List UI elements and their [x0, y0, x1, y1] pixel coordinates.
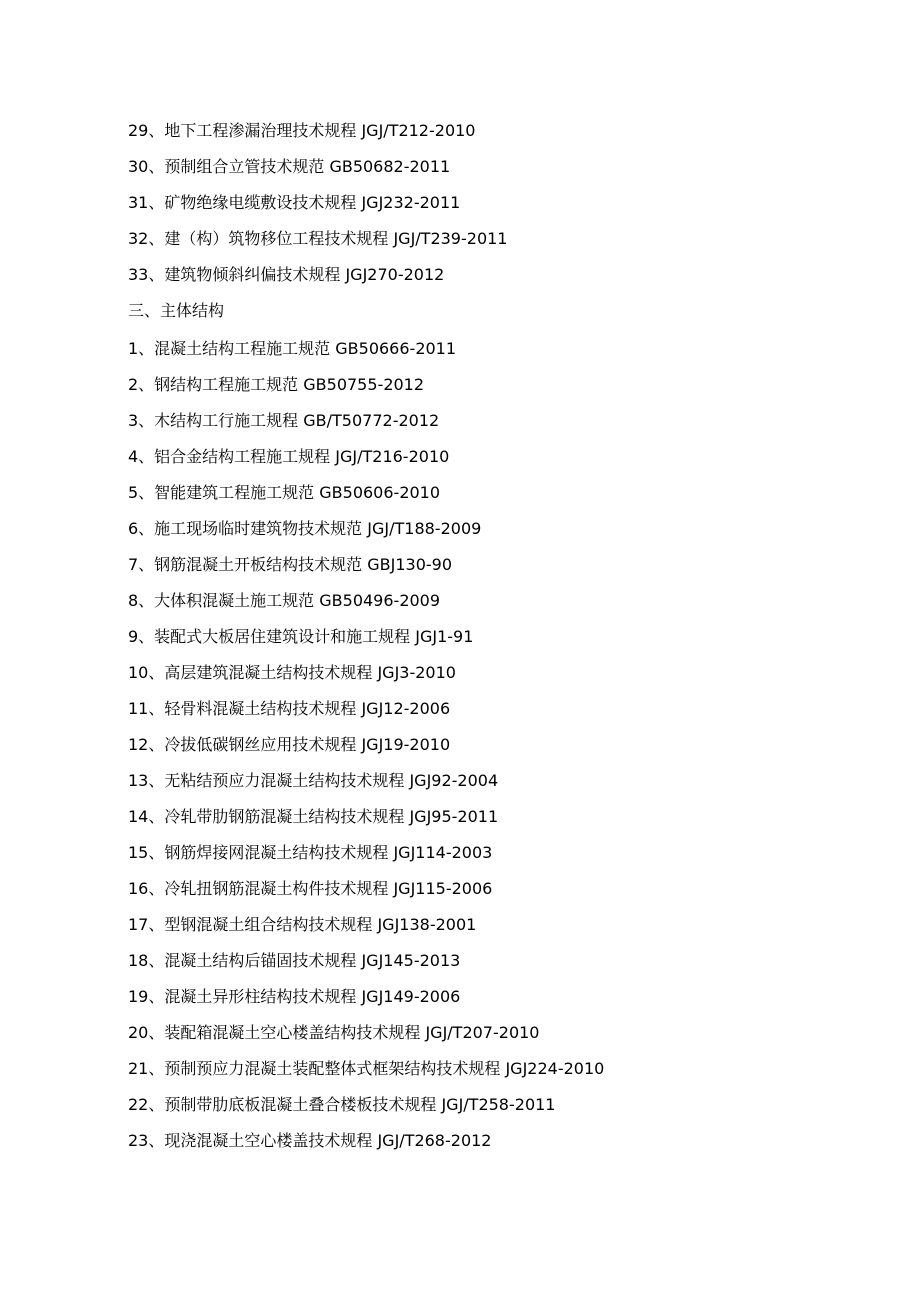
list-item: 33、建筑物倾斜纠偏技术规程 JGJ270-2012	[128, 265, 445, 284]
list-item: 5、智能建筑工程施工规范 GB50606-2010	[128, 483, 441, 502]
list-item: 1、混凝土结构工程施工规范 GB50666-2011	[128, 339, 457, 358]
list-item: 30、预制组合立管技术规范 GB50682-2011	[128, 157, 451, 176]
standards-list	[128, 120, 604, 1166]
list-item: 12、冷拔低碳钢丝应用技术规程 JGJ19-2010	[128, 735, 451, 754]
list-item: 31、矿物绝缘电缆敷设技术规程 JGJ232-2011	[128, 193, 461, 212]
list-item: 3、木结构工行施工规程 GB/T50772-2012	[128, 411, 440, 430]
list-item: 10、高层建筑混凝土结构技术规程 JGJ3-2010	[128, 663, 456, 682]
list-item: 20、装配箱混凝土空心楼盖结构技术规程 JGJ/T207-2010	[128, 1023, 540, 1042]
list-item: 32、建（构）筑物移位工程技术规程 JGJ/T239-2011	[128, 229, 508, 248]
list-item: 15、钢筋焊接网混凝土结构技术规程 JGJ114-2003	[128, 843, 493, 862]
list-item: 4、铝合金结构工程施工规程 JGJ/T216-2010	[128, 447, 450, 466]
list-item: 11、轻骨料混凝土结构技术规程 JGJ12-2006	[128, 699, 451, 718]
list-item: 19、混凝土异形柱结构技术规程 JGJ149-2006	[128, 987, 461, 1006]
list-item: 2、钢结构工程施工规范 GB50755-2012	[128, 375, 425, 394]
list-item: 16、冷轧扭钢筋混凝土构件技术规程 JGJ115-2006	[128, 879, 493, 898]
list-item: 18、混凝土结构后锚固技术规程 JGJ145-2013	[128, 951, 461, 970]
list-item: 21、预制预应力混凝土装配整体式框架结构技术规程 JGJ224-2010	[128, 1059, 605, 1078]
list-item: 23、现浇混凝土空心楼盖技术规程 JGJ/T268-2012	[128, 1131, 492, 1150]
list-item: 6、施工现场临时建筑物技术规范 JGJ/T188-2009	[128, 519, 482, 538]
list-item: 14、冷轧带肋钢筋混凝土结构技术规程 JGJ95-2011	[128, 807, 499, 826]
list-item: 17、型钢混凝土组合结构技术规程 JGJ138-2001	[128, 915, 477, 934]
section-heading: 三、主体结构	[128, 301, 225, 320]
list-item: 13、无粘结预应力混凝土结构技术规程 JGJ92-2004	[128, 771, 499, 790]
list-item: 8、大体积混凝土施工规范 GB50496-2009	[128, 591, 441, 610]
list-item: 9、装配式大板居住建筑设计和施工规程 JGJ1-91	[128, 627, 474, 646]
list-item: 22、预制带肋底板混凝土叠合楼板技术规程 JGJ/T258-2011	[128, 1095, 556, 1114]
list-item: 7、钢筋混凝土开板结构技术规范 GBJ130-90	[128, 555, 453, 574]
list-item: 29、地下工程渗漏治理技术规程 JGJ/T212-2010	[128, 121, 476, 140]
